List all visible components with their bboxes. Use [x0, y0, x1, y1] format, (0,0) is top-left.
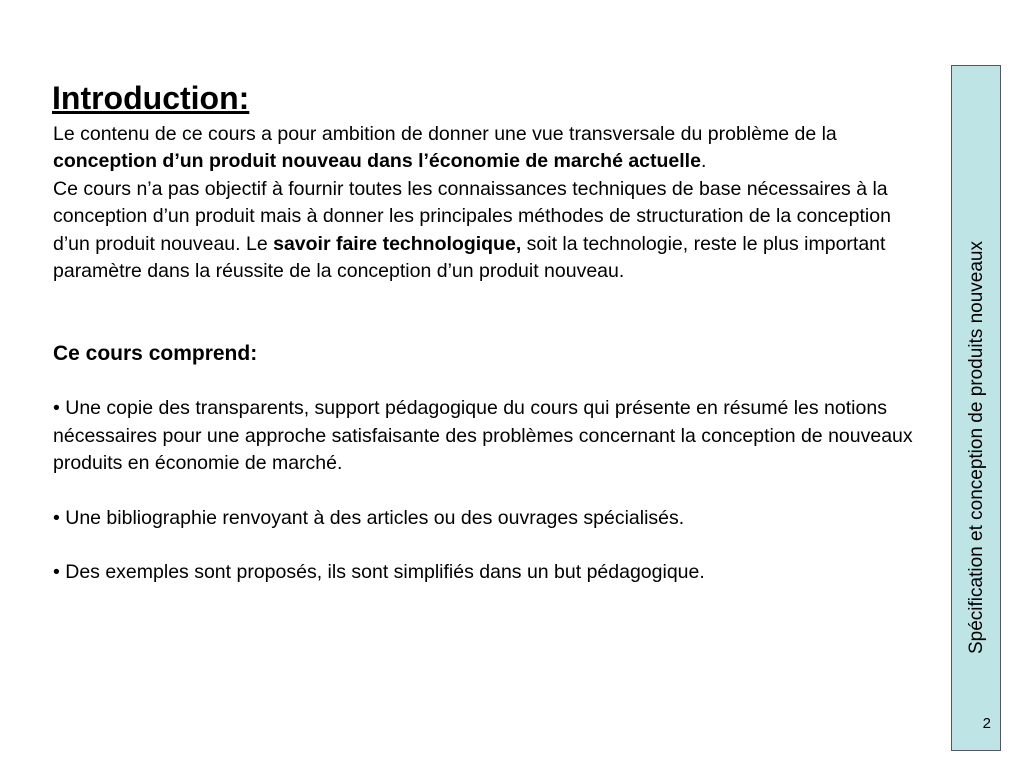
- slide-title: Introduction:: [52, 80, 250, 116]
- intro-emphasis: conception d’un produit nouveau dans l’économie de marché actuelle: [53, 150, 701, 173]
- intro-text-2-end: soit la technologie, reste le plus important paramètre dans la réussite de la conception d’un produit nouveau.: [53, 232, 886, 283]
- intro-text: Le contenu de ce cours a pour ambition de donner une vue transversale du problème de la: [53, 123, 837, 145]
- page-number: 2: [982, 715, 991, 732]
- intro-text-end: .: [700, 150, 707, 173]
- list-item: • Une copie des transparents, support pédagogique du cours qui présente en résumé les notions nécessaires pour une approche satisfaisante des problèmes concernant la conception de nouveaux produits en économie de marché.: [53, 397, 913, 475]
- slide-body: [53, 121, 933, 586]
- list-item: • Une bibliographie renvoyant à des articles ou des ouvrages spécialisés.: [53, 506, 685, 529]
- intro-paragraph-1: [53, 121, 933, 176]
- side-banner-label: Spécification et conception de produits nouveaux: [966, 241, 987, 654]
- side-banner: [951, 65, 1001, 751]
- intro-text-2: Ce cours n’a pas objectif à fournir toutes les connaissances techniques de base nécessaires à la conception d’un produit mais à donner les principales méthodes de structuration de la conception d’un produit nouveau. Le: [53, 177, 891, 255]
- course-contents-heading: Ce cours comprend:: [53, 342, 258, 366]
- intro-paragraph-2: [53, 176, 933, 286]
- intro-emphasis-2: savoir faire technologique,: [273, 232, 522, 255]
- list-item: • Des exemples sont proposés, ils sont simplifiés dans un but pédagogique.: [53, 561, 705, 584]
